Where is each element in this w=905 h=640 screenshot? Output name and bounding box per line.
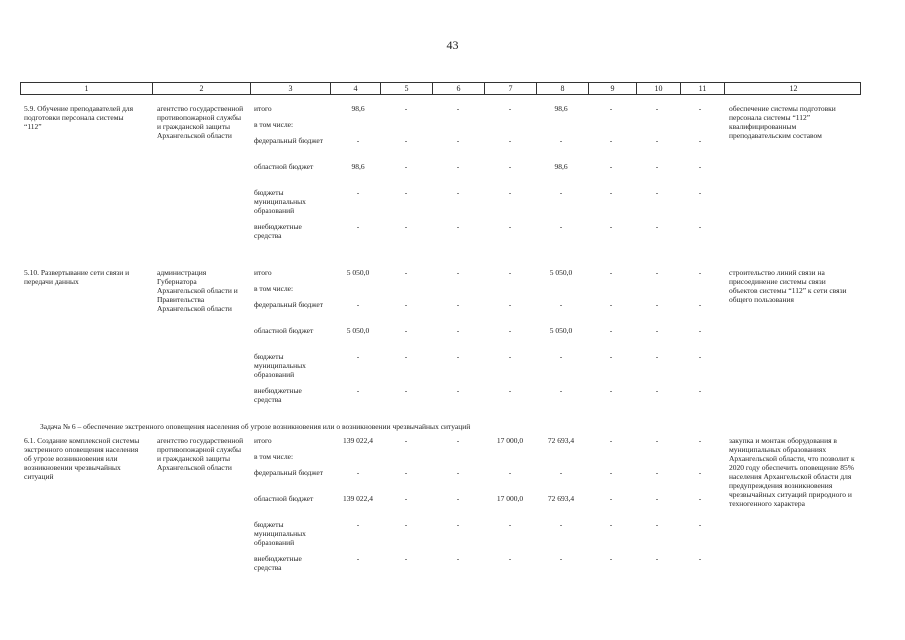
funding-value: - <box>559 520 563 529</box>
funding-value: - <box>655 520 659 529</box>
funding-value: - <box>655 188 659 197</box>
column-header-2: 2 <box>153 83 251 94</box>
column-header-3: 3 <box>251 83 331 94</box>
funding-value: - <box>356 386 360 395</box>
funding-source-label: в том числе: <box>254 120 294 129</box>
funding-value: - <box>456 468 460 477</box>
funding-value: - <box>655 494 659 503</box>
funding-value: - <box>655 436 659 445</box>
funding-value: - <box>456 554 460 563</box>
funding-source-label: итого <box>254 436 272 445</box>
funding-value: - <box>609 136 613 145</box>
column-header-5: 5 <box>381 83 433 94</box>
funding-source-label: итого <box>254 268 272 277</box>
funding-value: - <box>655 104 659 113</box>
funding-source-label: внебюджетные средства <box>254 554 302 572</box>
funding-source-label: федеральный бюджет <box>254 468 324 477</box>
funding-source-label: федеральный бюджет <box>254 136 324 145</box>
funding-value: - <box>698 162 702 171</box>
funding-value: - <box>508 136 512 145</box>
funding-value: 72 693,4 <box>547 436 575 445</box>
funding-value: - <box>508 352 512 361</box>
funding-source-label: областной бюджет <box>254 162 314 171</box>
funding-value: - <box>698 300 702 309</box>
funding-value: - <box>609 468 613 477</box>
funding-source-label: бюджеты муниципальных образований <box>254 352 306 379</box>
funding-value: - <box>609 326 613 335</box>
funding-value: - <box>698 436 702 445</box>
funding-value: - <box>456 222 460 231</box>
funding-value: - <box>508 222 512 231</box>
funding-value: - <box>356 352 360 361</box>
funding-value: - <box>609 436 613 445</box>
funding-value: - <box>655 162 659 171</box>
funding-value: - <box>698 326 702 335</box>
funding-value: - <box>655 352 659 361</box>
responsible-agency: агентство государственной противопожарной службы и гражданской защиты Архангельской области <box>157 436 244 472</box>
funding-value: - <box>404 436 408 445</box>
funding-value: - <box>655 386 659 395</box>
column-header-11: 11 <box>681 83 725 94</box>
column-header-9: 9 <box>589 83 637 94</box>
funding-value: - <box>456 520 460 529</box>
funding-value: - <box>456 162 460 171</box>
funding-value: - <box>609 104 613 113</box>
funding-value: - <box>609 520 613 529</box>
funding-value: - <box>404 520 408 529</box>
funding-value: - <box>559 300 563 309</box>
funding-value: - <box>404 136 408 145</box>
funding-source-label: бюджеты муниципальных образований <box>254 188 306 215</box>
funding-value: - <box>655 554 659 563</box>
funding-value: - <box>559 554 563 563</box>
funding-source-label: в том числе: <box>254 452 294 461</box>
funding-value: - <box>508 162 512 171</box>
funding-value: - <box>404 352 408 361</box>
funding-source-label: областной бюджет <box>254 494 314 503</box>
funding-value: - <box>609 554 613 563</box>
expected-result: обеспечение системы подготовки персонала системы “112” квалифицированным преподавательским составом <box>729 104 836 140</box>
measure-name: 5.10. Развертывание сети связи и передачи данных <box>24 268 130 286</box>
funding-value: - <box>698 104 702 113</box>
funding-value: - <box>609 386 613 395</box>
funding-value: 139 022,4 <box>343 436 373 445</box>
funding-value: 5 050,0 <box>549 326 573 335</box>
funding-value: - <box>655 468 659 477</box>
funding-value: - <box>404 222 408 231</box>
measure-name: 6.1. Создание комплексной системы экстренного оповещения населения об угрозе возникновения или возникновении чрезвычайных ситуаций <box>24 436 140 481</box>
funding-value: - <box>655 300 659 309</box>
funding-source-label: федеральный бюджет <box>254 300 324 309</box>
funding-value: - <box>609 300 613 309</box>
funding-value: - <box>404 494 408 503</box>
funding-value: - <box>508 386 512 395</box>
column-header-4: 4 <box>331 83 381 94</box>
funding-value: - <box>508 554 512 563</box>
funding-value: - <box>559 468 563 477</box>
funding-value: - <box>609 494 613 503</box>
funding-value: - <box>404 386 408 395</box>
column-header-8: 8 <box>537 83 589 94</box>
column-header-row <box>20 82 861 95</box>
funding-value: - <box>456 300 460 309</box>
column-header-7: 7 <box>485 83 537 94</box>
column-header-12: 12 <box>789 84 798 93</box>
funding-value: - <box>609 352 613 361</box>
funding-value: - <box>456 352 460 361</box>
funding-value: - <box>655 222 659 231</box>
funding-value: - <box>456 104 460 113</box>
funding-value: - <box>404 300 408 309</box>
funding-value: - <box>698 352 702 361</box>
funding-value: - <box>456 494 460 503</box>
funding-value: - <box>559 136 563 145</box>
funding-value: - <box>698 520 702 529</box>
column-header-10: 10 <box>637 83 681 94</box>
funding-value: - <box>508 326 512 335</box>
funding-value: - <box>698 386 702 395</box>
funding-value: 72 693,4 <box>547 494 575 503</box>
funding-value: - <box>698 554 702 563</box>
funding-value: - <box>356 222 360 231</box>
funding-value: - <box>609 188 613 197</box>
funding-value: - <box>456 136 460 145</box>
measure-name: 5.9. Обучение преподавателей для подготовки персонала системы “112” <box>24 104 134 131</box>
funding-value: - <box>404 554 408 563</box>
funding-value: - <box>356 554 360 563</box>
funding-value: - <box>559 188 563 197</box>
funding-value: - <box>356 188 360 197</box>
column-header-6: 6 <box>433 83 485 94</box>
funding-value: - <box>609 222 613 231</box>
funding-value: 139 022,4 <box>343 494 373 503</box>
funding-value: - <box>404 104 408 113</box>
funding-value: - <box>456 268 460 277</box>
funding-value: - <box>508 188 512 197</box>
funding-value: - <box>655 268 659 277</box>
funding-value: - <box>508 468 512 477</box>
funding-source-label: в том числе: <box>254 284 294 293</box>
funding-value: - <box>698 468 702 477</box>
funding-value: - <box>559 386 563 395</box>
funding-value: 98,6 <box>351 104 365 113</box>
funding-value: - <box>508 104 512 113</box>
responsible-agency: агентство государственной противопожарной службы и гражданской защиты Архангельской области <box>157 104 244 140</box>
funding-value: - <box>508 520 512 529</box>
funding-value: 98,6 <box>351 162 365 171</box>
funding-source-label: внебюджетные средства <box>254 386 302 404</box>
funding-value: 98,6 <box>554 104 568 113</box>
funding-value: 5 050,0 <box>346 268 370 277</box>
funding-source-label: бюджеты муниципальных образований <box>254 520 306 547</box>
funding-value: - <box>456 436 460 445</box>
funding-value: - <box>698 188 702 197</box>
funding-value: - <box>655 326 659 335</box>
funding-value: 5 050,0 <box>549 268 573 277</box>
funding-value: - <box>609 162 613 171</box>
task-6-heading: Задача № 6 – обеспечение экстренного оповещения населения об угрозе возникновения или о возникновении чрезвычайных ситуаций <box>40 422 471 431</box>
funding-value: - <box>356 468 360 477</box>
column-header-1: 1 <box>21 83 153 94</box>
funding-value: - <box>559 222 563 231</box>
funding-value: 5 050,0 <box>346 326 370 335</box>
funding-value: - <box>698 222 702 231</box>
funding-source-label: областной бюджет <box>254 326 314 335</box>
funding-value: - <box>698 136 702 145</box>
funding-value: - <box>698 494 702 503</box>
funding-value: 17 000,0 <box>496 494 524 503</box>
funding-value: - <box>356 300 360 309</box>
expected-result: строительство линий связи на присоединение системы связи объектов системы “112” к сети связи общего пользования <box>729 268 847 304</box>
funding-value: - <box>508 268 512 277</box>
funding-value: - <box>559 352 563 361</box>
funding-value: - <box>456 188 460 197</box>
funding-value: - <box>456 386 460 395</box>
funding-source-label: внебюджетные средства <box>254 222 302 240</box>
funding-value: 98,6 <box>554 162 568 171</box>
funding-value: - <box>404 468 408 477</box>
funding-value: 17 000,0 <box>496 436 524 445</box>
funding-value: - <box>655 136 659 145</box>
page-number: 43 <box>446 38 459 52</box>
funding-value: - <box>404 268 408 277</box>
funding-value: - <box>404 326 408 335</box>
funding-value: - <box>404 162 408 171</box>
funding-value: - <box>456 326 460 335</box>
expected-result: закупка и монтаж оборудования в муниципальных образованиях Архангельской области, что позволит к 2020 году обеспечить оповещение 85% населения Архангельской области для предупреждения возникновения чрезвычайных ситуаций природного и техногенного характера <box>729 436 855 508</box>
funding-value: - <box>356 136 360 145</box>
funding-value: - <box>404 188 408 197</box>
funding-value: - <box>508 300 512 309</box>
funding-value: - <box>698 268 702 277</box>
funding-value: - <box>356 520 360 529</box>
funding-value: - <box>609 268 613 277</box>
responsible-agency: администрация Губернатора Архангельской области и Правительства Архангельской области <box>157 268 238 313</box>
funding-source-label: итого <box>254 104 272 113</box>
